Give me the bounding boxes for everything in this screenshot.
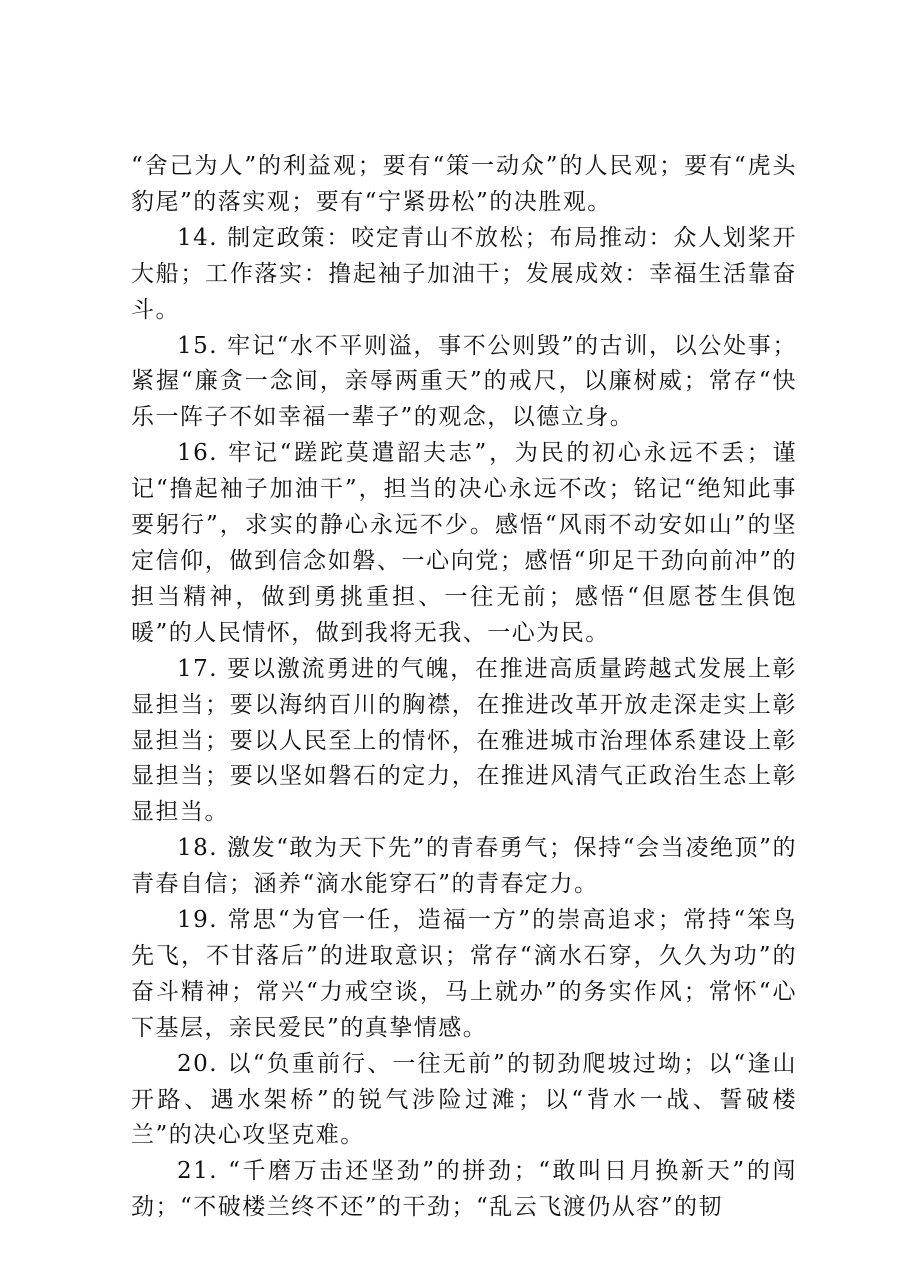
paragraph-20: 20. 以“负重前行、一往无前”的韧劲爬坡过坳；以“逢山开路、遇水架桥”的锐气涉险过滩；以“背水一战、誓破楼兰”的决心攻坚克难。 <box>131 1050 797 1149</box>
paragraph-continued: “舍己为人”的利益观；要有“策一动众”的人民观；要有“虎头豹尾”的落实观；要有“宁紧毋松”的决胜观。 <box>131 153 797 215</box>
paragraph-21: 21. “千磨万击还坚劲”的拼劲；“敢叫日月换新天”的闯劲；“不破楼兰终不还”的干劲；“乱云飞渡仍从容”的韧 <box>131 1158 797 1221</box>
document-body <box>131 149 797 1226</box>
paragraph-17: 17. 要以激流勇进的气魄，在推进高质量跨越式发展上彰显担当；要以海纳百川的胸襟，在推进改革开放走深走实上彰显担当；要以人民至上的情怀，在雅进城市治理体系建设上彰显担当；要以坚如磐石的定力，在推进风清气正政治生态上彰显担当。 <box>131 655 797 826</box>
paragraph-14: 14. 制定政策：咬定青山不放松；布局推动：众人划桨开大船；工作落实：撸起袖子加油干；发展成效：幸福生活靠奋斗。 <box>131 224 797 323</box>
paragraph-16: 16. 牢记“蹉跎莫遣韶夫志”，为民的初心永远不丢；谨记“撸起袖子加油干”，担当的决心永远不改；铭记“绝知此事要躬行”，求实的静心永远不少。感悟“风雨不动安如山”的坚定信仰，做到信念如磐、一心向党；感悟“卯足干劲向前冲”的担当精神，做到勇挑重担、一往无前；感悟“但愿苍生俱饱暖”的人民情怀，做到我将无我、一心为民。 <box>131 440 797 646</box>
paragraph-19: 19. 常思“为官一任，造福一方”的崇高追求；常持“笨鸟先飞，不甘落后”的进取意识；常存“滴水石穿，久久为功”的奋斗精神；常兴“力戒空谈，马上就办”的务实作风；常怀“心下基层，亲民爱民”的真挚情感。 <box>131 907 797 1041</box>
paragraph-18: 18. 激发“敢为天下先”的青春勇气；保持“会当凌绝顶”的青春自信；涵养“滴水能穿石”的青春定力。 <box>131 835 797 898</box>
paragraph-15: 15. 牢记“水不平则溢，事不公则毁”的古训，以公处事；紧握“廉贪一念间，亲辱两重天”的戒尺，以廉树威；常存“快乐一阵子不如幸福一辈子”的观念，以德立身。 <box>131 332 797 431</box>
